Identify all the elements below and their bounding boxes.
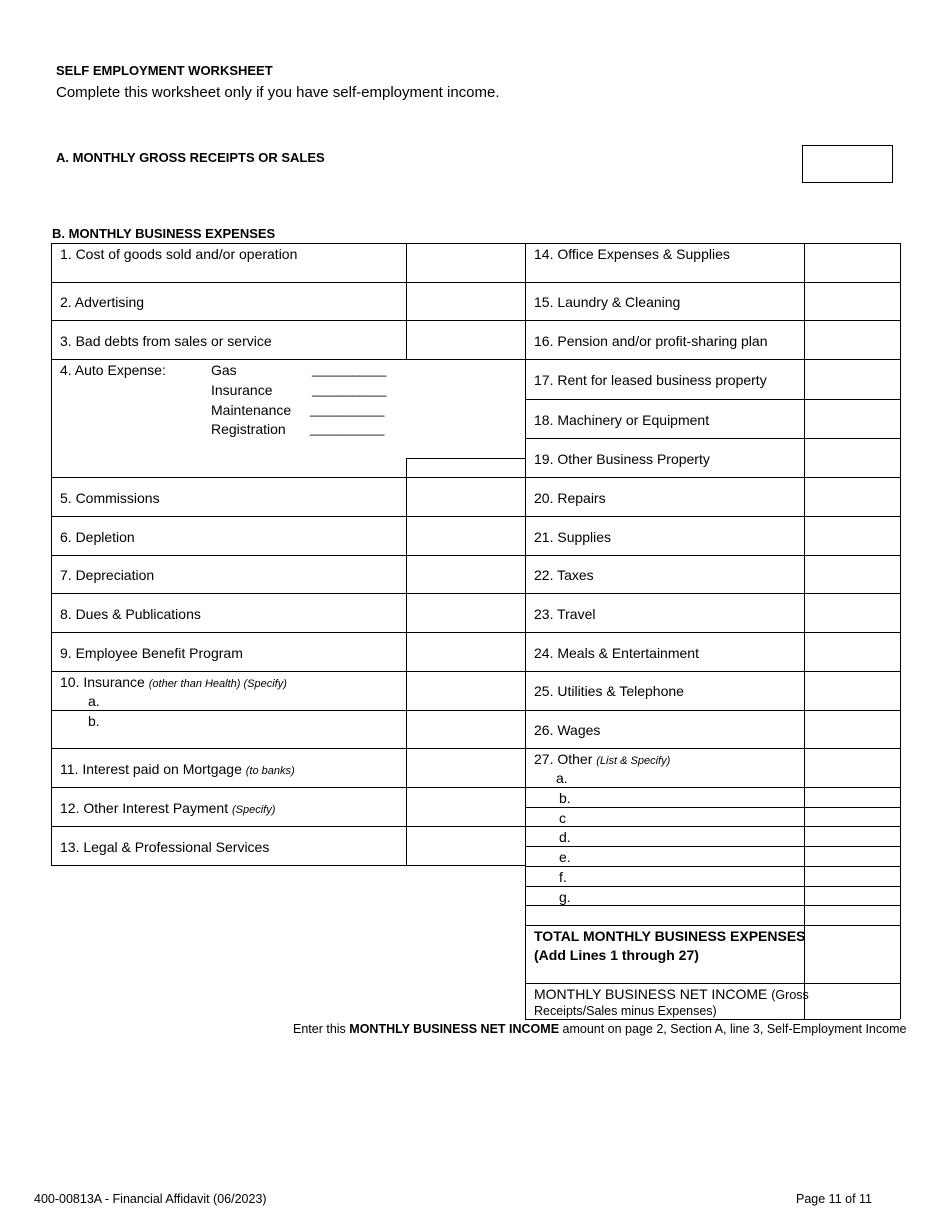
amount-input-6[interactable] — [407, 517, 525, 555]
expense-other-note: (List & Specify) — [596, 755, 671, 767]
expense-mortgage-interest-label — [60, 761, 295, 779]
expense-meals-label: 24. Meals & Entertainment — [534, 645, 699, 661]
amount-input-27f[interactable] — [805, 867, 900, 886]
expense-bad-debts-label: 3. Bad debts from sales or service — [60, 333, 272, 349]
total-expenses-sublabel: (Add Lines 1 through 27) — [534, 947, 699, 963]
amount-input-27g[interactable] — [805, 887, 900, 905]
amount-input-3[interactable] — [407, 321, 525, 359]
amount-input-18[interactable] — [805, 400, 900, 438]
form-id: 400-00813A - Financial Affidavit (06/2023) — [34, 1192, 267, 1206]
net-income-text: MONTHLY BUSINESS NET INCOME — [534, 986, 768, 1002]
expense-commissions-label: 5. Commissions — [60, 490, 160, 506]
expense-employee-benefit-label: 9. Employee Benefit Program — [60, 645, 243, 661]
amount-input-23[interactable] — [805, 594, 900, 632]
insurance-a-label: a. — [88, 693, 100, 709]
expense-pension-label: 16. Pension and/or profit-sharing plan — [534, 333, 768, 349]
expense-mortgage-interest-text: 11. Interest paid on Mortgage — [60, 761, 242, 777]
amount-input-13[interactable] — [407, 827, 525, 865]
other-item-c-label: c — [559, 810, 566, 826]
instruction-bold: MONTHLY BUSINESS NET INCOME — [349, 1022, 560, 1036]
expense-insurance-note: (other than Health) (Specify) — [148, 678, 287, 690]
instruction-post: amount on page 2, Section A, line 3, Self-Employment Income — [559, 1022, 907, 1036]
expense-dues-label: 8. Dues & Publications — [60, 606, 201, 622]
auto-maintenance-label: Maintenance — [211, 402, 292, 418]
total-expenses-input[interactable] — [805, 926, 900, 983]
expense-other-property-label: 19. Other Business Property — [534, 451, 710, 467]
instruction-pre: Enter this — [293, 1022, 350, 1036]
expense-auto-label: 4. Auto Expense: — [60, 362, 166, 378]
amount-input-19[interactable] — [805, 439, 900, 477]
amount-input-21[interactable] — [805, 517, 900, 555]
amount-input-15[interactable] — [805, 283, 900, 320]
amount-input-25[interactable] — [805, 672, 900, 710]
worksheet-title: SELF EMPLOYMENT WORKSHEET — [56, 63, 273, 78]
expense-rent-label: 17. Rent for leased business property — [534, 372, 767, 388]
expense-other-interest-text: 12. Other Interest Payment — [60, 800, 229, 816]
amount-input-22[interactable] — [805, 556, 900, 593]
auto-insurance-blank[interactable]: ___________ — [312, 382, 387, 397]
amount-input-7[interactable] — [407, 556, 525, 593]
amount-input-10a[interactable] — [407, 672, 525, 710]
expense-other-interest-note: (Specify) — [231, 804, 276, 816]
amount-input-20[interactable] — [805, 478, 900, 516]
amount-input-27c[interactable] — [805, 808, 900, 826]
auto-registration-blank[interactable]: ___________ — [310, 421, 385, 436]
auto-gas-label: Gas — [211, 362, 237, 378]
other-item-e-label: e. — [559, 849, 571, 865]
other-item-g-label: g. — [559, 889, 571, 905]
amount-input-2[interactable] — [407, 283, 525, 320]
amount-input-17[interactable] — [805, 360, 900, 399]
business-expenses-label: B. MONTHLY BUSINESS EXPENSES — [52, 226, 276, 241]
expense-office-label: 14. Office Expenses & Supplies — [534, 246, 730, 262]
page-number: Page 11 of 11 — [796, 1192, 872, 1206]
auto-insurance-label: Insurance — [211, 382, 273, 398]
gross-receipts-input[interactable] — [802, 145, 893, 183]
expense-other-text: 27. Other — [534, 751, 593, 767]
expense-laundry-label: 15. Laundry & Cleaning — [534, 294, 681, 310]
expense-advertising-label: 2. Advertising — [60, 294, 145, 310]
net-income-label — [534, 986, 809, 1003]
amount-input-10b[interactable] — [407, 711, 525, 748]
amount-input-14[interactable] — [805, 244, 900, 282]
other-item-f-label: f. — [559, 869, 567, 885]
amount-input-9[interactable] — [407, 633, 525, 671]
total-expenses-label: TOTAL MONTHLY BUSINESS EXPENSES — [534, 928, 806, 944]
expense-mortgage-interest-note: (to banks) — [245, 765, 295, 777]
auto-gas-blank[interactable]: ___________ — [312, 362, 387, 377]
amount-input-4[interactable] — [407, 459, 525, 477]
amount-input-24[interactable] — [805, 633, 900, 671]
gross-receipts-label: A. MONTHLY GROSS RECEIPTS OR SALES — [56, 150, 325, 165]
other-item-d-label: d. — [559, 829, 571, 845]
amount-input-27b[interactable] — [805, 788, 900, 807]
expense-machinery-label: 18. Machinery or Equipment — [534, 412, 710, 428]
expense-depreciation-label: 7. Depreciation — [60, 567, 155, 583]
worksheet-instructions: Complete this worksheet only if you have self-employment income. — [56, 84, 500, 101]
amount-input-11[interactable] — [407, 749, 525, 787]
expense-insurance-text: 10. Insurance — [60, 674, 145, 690]
expense-other-label — [534, 751, 670, 769]
net-income-note: (Gross — [771, 988, 809, 1002]
amount-input-16[interactable] — [805, 321, 900, 359]
amount-input-27a[interactable] — [805, 749, 900, 787]
other-item-a-label: a. — [556, 770, 568, 786]
amount-input-27e[interactable] — [805, 847, 900, 866]
expense-utilities-label: 25. Utilities & Telephone — [534, 683, 684, 699]
expense-depletion-label: 6. Depletion — [60, 529, 135, 545]
amount-input-26[interactable] — [805, 711, 900, 748]
expense-travel-label: 23. Travel — [534, 606, 596, 622]
auto-maintenance-blank[interactable]: ___________ — [310, 402, 385, 417]
net-income-input[interactable] — [805, 984, 900, 1019]
expense-other-interest-label — [60, 800, 275, 818]
expense-cost-of-goods-label: 1. Cost of goods sold and/or operation — [60, 246, 298, 262]
insurance-b-label: b. — [88, 713, 100, 729]
expense-insurance-label — [60, 674, 287, 692]
expense-taxes-label: 22. Taxes — [534, 567, 594, 583]
net-income-sublabel: Receipts/Sales minus Expenses) — [534, 1004, 717, 1018]
net-income-instruction — [293, 1021, 906, 1037]
amount-input-27d[interactable] — [805, 827, 900, 846]
amount-input-1[interactable] — [407, 244, 525, 282]
expense-wages-label: 26. Wages — [534, 722, 601, 738]
other-item-b-label: b. — [559, 790, 571, 806]
expense-legal-label: 13. Legal & Professional Services — [60, 839, 270, 855]
expense-repairs-label: 20. Repairs — [534, 490, 606, 506]
amount-input-8[interactable] — [407, 594, 525, 632]
auto-registration-label: Registration — [211, 421, 286, 437]
amount-input-5[interactable] — [407, 478, 525, 516]
expense-supplies-label: 21. Supplies — [534, 529, 612, 545]
amount-input-12[interactable] — [407, 788, 525, 826]
